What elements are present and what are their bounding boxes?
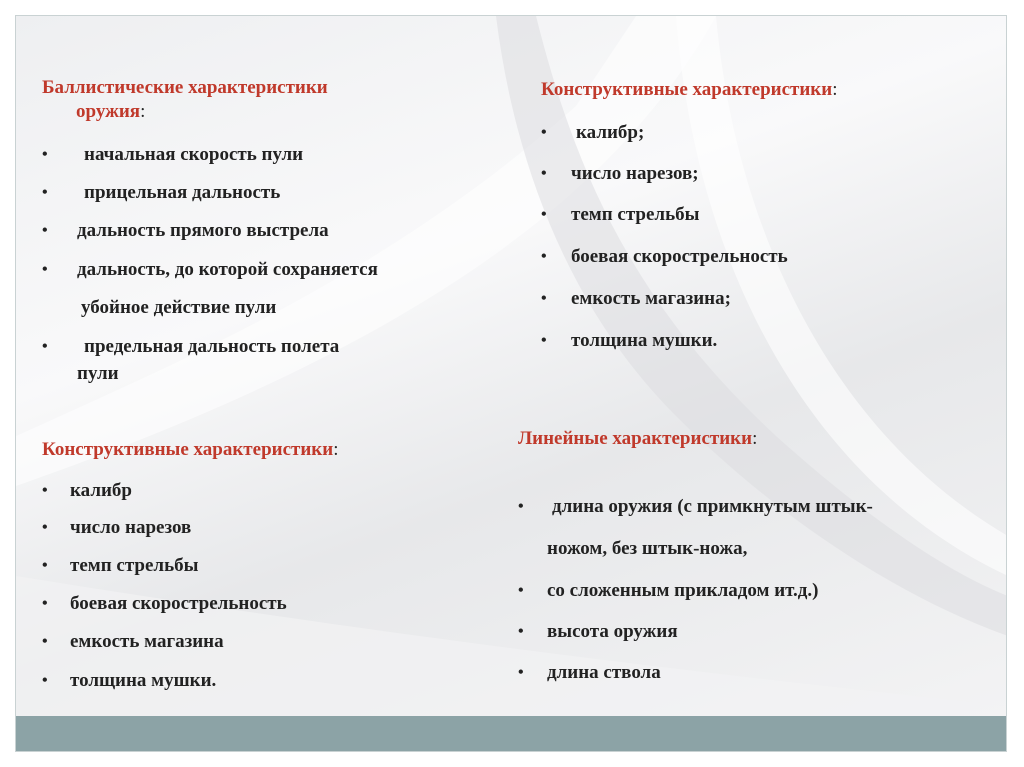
bullet: •	[541, 290, 547, 307]
bullet: •	[42, 184, 48, 201]
bullet: •	[541, 248, 547, 265]
heading-colon: :	[752, 428, 758, 449]
list-item: прицельная дальность	[84, 182, 281, 203]
bullet: •	[518, 664, 524, 681]
list-item: длина ствола	[547, 662, 661, 683]
ballistic-heading	[42, 76, 328, 124]
bullet: •	[518, 498, 524, 515]
constructive-heading-right	[541, 78, 837, 102]
list-item-continuation: пули	[77, 363, 119, 384]
list-item: предельная дальность полета	[84, 336, 340, 357]
bullet: •	[42, 557, 48, 574]
heading-colon: :	[140, 101, 146, 122]
list-item: начальная скорость пули	[84, 144, 304, 165]
list-item: число нарезов	[70, 517, 192, 538]
constructive-heading-right-text: Конструктивные характеристики	[541, 79, 833, 100]
list-item: темп стрельбы	[70, 555, 199, 576]
ballistic-heading-line1: Баллистические характеристики	[42, 77, 328, 98]
linear-heading	[518, 427, 757, 451]
heading-colon: :	[832, 79, 838, 100]
list-item: толщина мушки.	[70, 670, 217, 691]
bullet: •	[42, 482, 48, 499]
list-item: толщина мушки.	[571, 330, 718, 351]
bullet: •	[541, 206, 547, 223]
list-item: боевая скорострельность	[571, 246, 788, 267]
list-item: калибр	[70, 480, 133, 501]
list-item: дальность прямого выстрела	[77, 220, 329, 241]
list-item: высота оружия	[547, 621, 678, 642]
list-item: емкость магазина	[70, 631, 224, 652]
bullet: •	[541, 165, 547, 182]
bullet: •	[42, 519, 48, 536]
list-item: темп стрельбы	[571, 204, 700, 225]
bullet: •	[42, 595, 48, 612]
list-item: калибр;	[576, 122, 645, 143]
bullet: •	[518, 623, 524, 640]
list-item: число нарезов;	[571, 163, 699, 184]
heading-colon: :	[333, 439, 339, 460]
bottom-bar	[16, 716, 1007, 752]
constructive-heading-left-text: Конструктивные характеристики	[42, 439, 334, 460]
bullet: •	[42, 672, 48, 689]
list-item-continuation: убойное действие пули	[81, 297, 277, 318]
bullet: •	[42, 222, 48, 239]
linear-heading-text: Линейные характеристики	[518, 428, 753, 449]
list-item: со сложенным прикладом ит.д.)	[547, 580, 819, 601]
list-item: длина оружия (с примкнутым штык-	[552, 496, 873, 517]
list-item-continuation: ножом, без штык-ножа,	[547, 538, 748, 559]
bullet: •	[42, 261, 48, 278]
ballistic-heading-line2: оружия	[76, 101, 141, 122]
bullet: •	[42, 338, 48, 355]
bullet: •	[541, 332, 547, 349]
list-item: дальность, до которой сохраняется	[77, 259, 378, 280]
list-item: емкость магазина;	[571, 288, 731, 309]
constructive-heading-left	[42, 438, 338, 462]
bullet: •	[541, 124, 547, 141]
bullet: •	[42, 146, 48, 163]
bullet: •	[42, 633, 48, 650]
list-item: боевая скорострельность	[70, 593, 287, 614]
bullet: •	[518, 582, 524, 599]
